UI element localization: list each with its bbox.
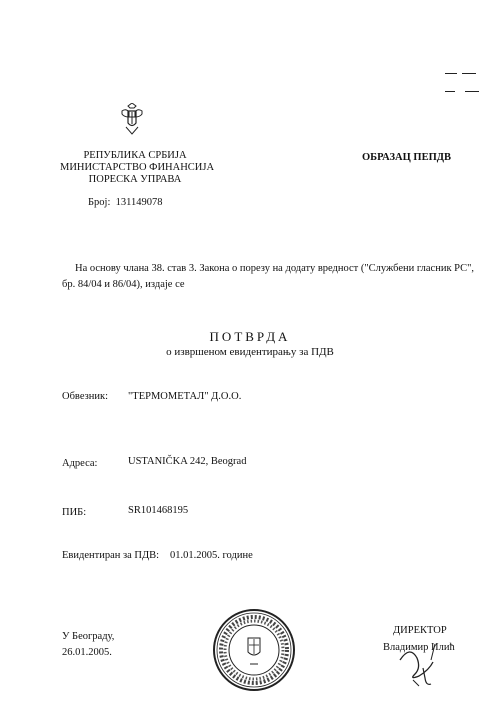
certificate-subtitle: о извршеном евидентирању за ПДВ xyxy=(166,346,334,358)
taxpayer-value: "ТЕРМОМЕТАЛ" Д.О.О. xyxy=(128,391,242,402)
coat-of-arms-icon xyxy=(120,103,144,135)
pib-label: ПИБ: xyxy=(62,507,87,518)
address-value: USTANIČKA 242, Beograd xyxy=(128,456,247,467)
org-line-republic: РЕПУБЛИКА СРБИЈА xyxy=(83,150,187,161)
corner-mark-4 xyxy=(465,91,479,92)
official-seal-icon xyxy=(212,608,296,692)
org-line-tax-office: ПОРЕСКА УПРАВА xyxy=(88,174,182,185)
document-number-value: 131149078 xyxy=(115,197,163,208)
director-name: Владимир Илић xyxy=(383,642,455,653)
taxpayer-label: Обвезник: xyxy=(62,391,109,402)
issue-date: 26.01.2005. xyxy=(62,647,112,658)
pib-value: SR101468195 xyxy=(128,505,189,516)
certificate-title: ПОТВРДА xyxy=(209,329,291,344)
org-line-ministry: МИНИСТАРСТВО ФИНАНСИЈА xyxy=(60,162,215,173)
corner-mark-1 xyxy=(445,73,457,74)
intro-line-1: На основу члана 38. став 3. Закона о порезу на додату вредност ("Службени гласник РС", xyxy=(75,263,475,274)
address-label: Адреса: xyxy=(62,458,98,469)
corner-mark-3 xyxy=(445,91,455,92)
form-code: ОБРАЗАЦ ПЕПДВ xyxy=(362,152,451,163)
registration-label: Евидентиран за ПДВ: xyxy=(62,550,160,561)
registration-value: 01.01.2005. године xyxy=(170,550,253,561)
document-number xyxy=(88,197,163,209)
document-number-label: Број: xyxy=(88,197,111,208)
issue-place: У Београду, xyxy=(62,631,115,642)
intro-line-2: бр. 84/04 и 86/04), издаје се xyxy=(62,279,185,290)
corner-mark-2 xyxy=(462,73,476,74)
signature-icon xyxy=(395,640,445,695)
director-title: ДИРЕКТОР xyxy=(393,625,447,636)
